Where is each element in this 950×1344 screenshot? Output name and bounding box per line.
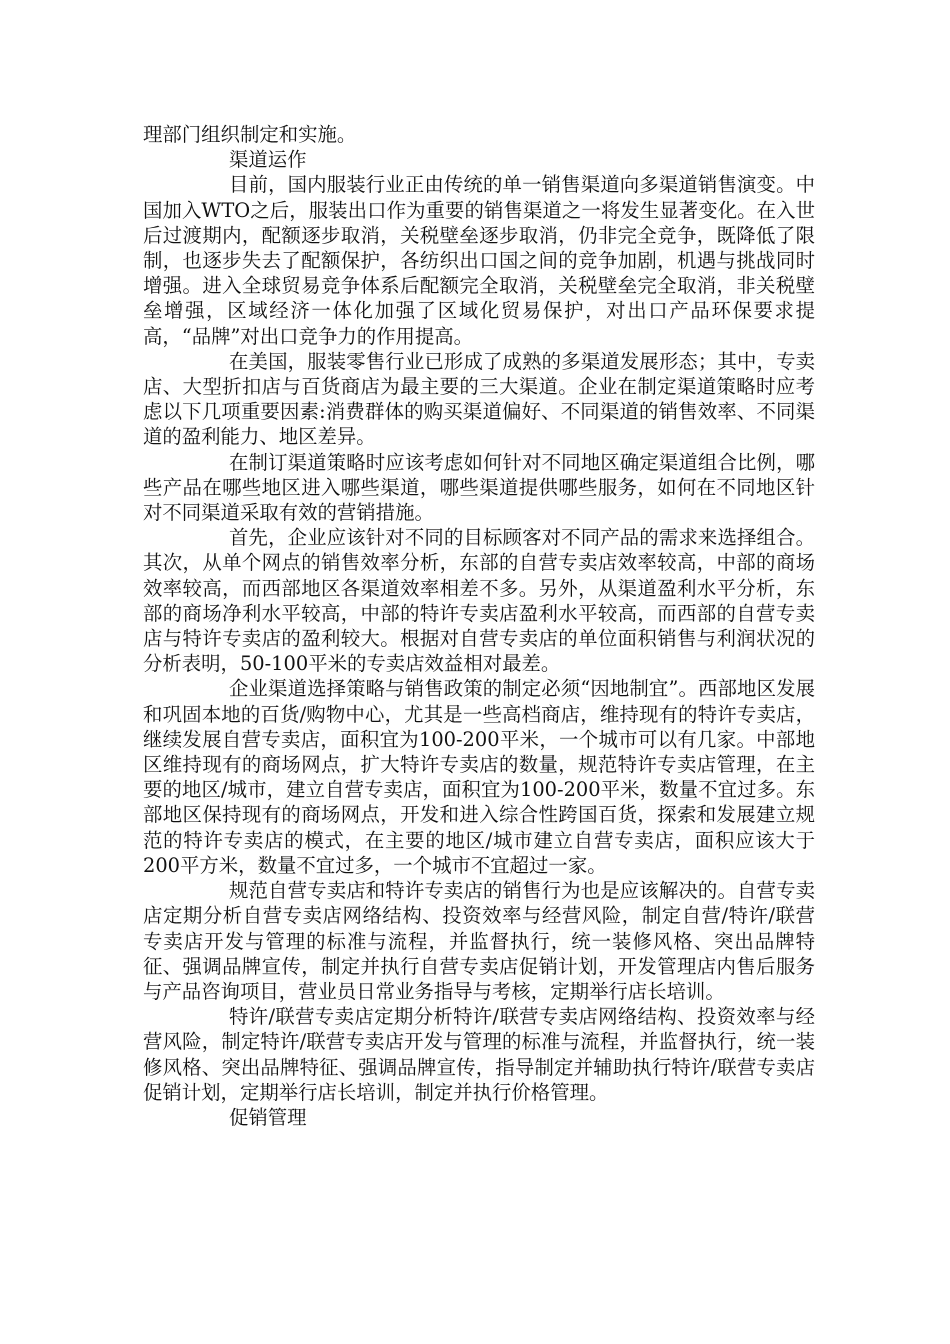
paragraph-6: 规范自营专卖店和特许专卖店的销售行为也是应该解决的。自营专卖店定期分析自营专卖店网络结构、投资效率与经营风险，制定自营/特许/联营专卖店开发与管理的标准与流程，并监督执行，统一装修风格、突出品牌特征、强调品牌宣传，制定并执行自营专卖店促销计划，开发管理店内售后服务与产品咨询项目，营业员日常业务指导与考核，定期举行店长培训。 <box>143 879 815 1003</box>
paragraph-1: 目前，国内服装行业正由传统的单一销售渠道向多渠道销售演变。中国加入WTO之后，服装出口作为重要的销售渠道之一将发生显著变化。在入世后过渡期内，配额逐步取消，关税壁垒逐步取消，仍非完全竞争，既降低了限制，也逐步失去了配额保护，各纺织出口国之间的竞争加剧，机遇与挑战同时增强。进入全球贸易竞争体系后配额完全取消，关税壁垒完全取消，非关税壁垒增强，区域经济一体化加强了区域化贸易保护，对出口产品环保要求提高，“品牌”对出口竞争力的作用提高。 <box>143 173 815 348</box>
document-body <box>143 122 815 1130</box>
section-heading-channel: 渠道运作 <box>229 148 307 172</box>
paragraph-2: 在美国，服装零售行业已形成了成熟的多渠道发展形态；其中，专卖店、大型折扣店与百货商店为最主要的三大渠道。企业在制定渠道策略时应考虑以下几项重要因素:消费群体的购买渠道偏好、不同渠道的销售效率、不同渠道的盈利能力、地区差异。 <box>143 349 815 449</box>
continuation-line: 理部门组织制定和实施。 <box>143 123 357 146</box>
paragraph-3: 在制订渠道策略时应该考虑如何针对不同地区确定渠道组合比例，哪些产品在哪些地区进入哪些渠道，哪些渠道提供哪些服务，如何在不同地区针对不同渠道采取有效的营销措施。 <box>143 450 815 525</box>
section-heading-promotion: 促销管理 <box>229 1105 307 1129</box>
paragraph-4: 首先，企业应该针对不同的目标顾客对不同产品的需求来选择组合。其次，从单个网点的销售效率分析，东部的自营专卖店效率较高，中部的商场效率较高，而西部地区各渠道效率相差不多。另外，从渠道盈利水平分析，东部的商场净利水平较高，中部的特许专卖店盈利水平较高，而西部的自营专卖店与特许专卖店的盈利较大。根据对自营专卖店的单位面积销售与利润状况的分析表明，50-100平米的专卖店效益相对最差。 <box>143 526 815 676</box>
paragraph-7: 特许/联营专卖店定期分析特许/联营专卖店网络结构、投资效率与经营风险，制定特许/联营专卖店开发与管理的标准与流程，并监督执行，统一装修风格、突出品牌特征、强调品牌宣传，指导制定并辅助执行特许/联营专卖店促销计划，定期举行店长培训，制定并执行价格管理。 <box>143 1005 815 1104</box>
paragraph-5: 企业渠道选择策略与销售政策的制定必须“因地制宜”。西部地区发展和巩固本地的百货/购物中心，尤其是一些高档商店，维持现有的特许专卖店，继续发展自营专卖店，面积宜为100-200平米，一个城市可以有几家。中部地区维持现有的商场网点，扩大特许专卖店的数量，规范特许专卖店管理，在主要的地区/城市，建立自营专卖店，面积宜为100-200平米，数量不宜过多。东部地区保持现有的商场网点，开发和进入综合性跨国百货，探索和发展建立规范的特许专卖店的模式，在主要的地区/城市建立自营专卖店，面积应该大于200平方米，数量不宜过多，一个城市不宜超过一家。 <box>143 677 815 877</box>
